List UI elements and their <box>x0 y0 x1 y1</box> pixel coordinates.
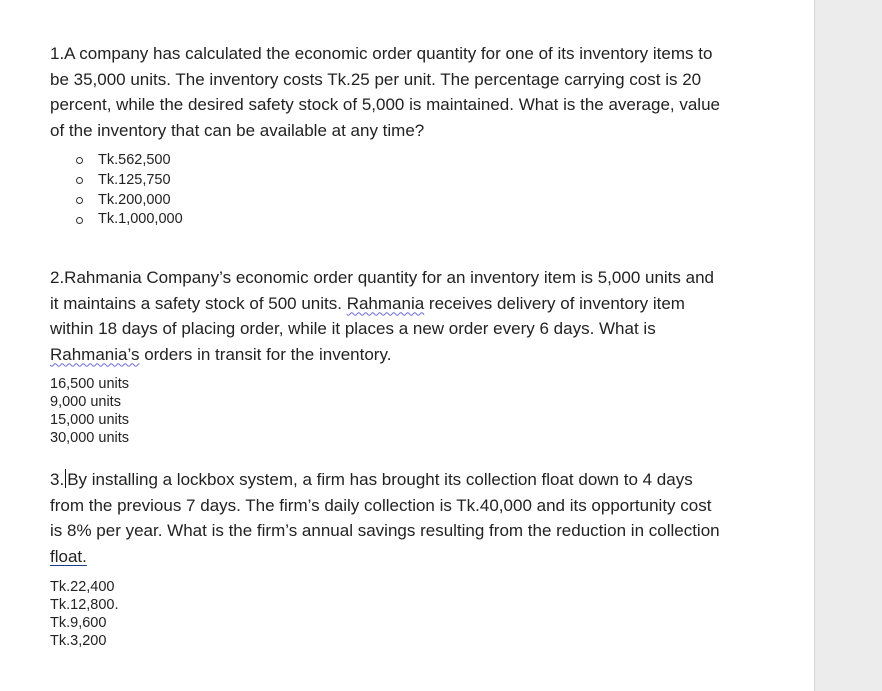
question-2-text: 2.Rahmania Company’s economic order quantity for an inventory item is 5,000 units and it maintains a safety stock of 500 units. Rahmania receives delivery of inventory item within 18 days of placing order, while it places a new order every 6 days. What is Rahmania’s orders in transit for the inventory. <box>50 268 714 364</box>
list-item: 15,000 units <box>50 412 130 428</box>
list-item: Tk.1,000,000 <box>76 210 183 230</box>
page-gutter <box>814 0 882 691</box>
list-item: 30,000 units <box>50 430 130 446</box>
list-item: Tk.22,400 <box>50 579 115 595</box>
list-item: Tk.200,000 <box>76 191 183 211</box>
question-3-options <box>50 578 119 650</box>
hollow-bullet-icon <box>76 197 83 204</box>
question-1-options <box>76 151 183 230</box>
question-3-text: 3. By installing a lockbox system, a firm has brought its collection float down to 4 days from the previous 7 days. The firm’s daily collection is Tk.40,000 and its opportunity cost is 8% per year. What is the firm’s annual savings resulting from the reduction in collection float. <box>50 470 720 566</box>
spellcheck-word[interactable]: Rahmania’s <box>50 344 140 364</box>
list-item: 16,500 units <box>50 376 130 392</box>
list-item: Tk.125,750 <box>76 171 183 191</box>
question-2-options <box>50 375 129 447</box>
hollow-bullet-icon <box>76 177 83 184</box>
underlined-word[interactable]: float. <box>50 546 87 566</box>
list-item: Tk.3,200 <box>50 633 107 649</box>
hollow-bullet-icon <box>76 217 83 224</box>
list-item: Tk.12,800. <box>50 597 119 613</box>
hollow-bullet-icon <box>76 157 83 164</box>
list-item: 9,000 units <box>50 394 121 410</box>
question-1-text: 1.A company has calculated the economic order quantity for one of its inventory items to be 35,000 units. The inventory costs Tk.25 per unit. The percentage carrying cost is 20 percent, while the desired safety stock of 5,000 is maintained. What is the average, value of the inventory that can be available at any time? <box>50 44 720 140</box>
list-item: Tk.562,500 <box>76 151 183 171</box>
spellcheck-word[interactable]: Rahmania <box>346 293 425 313</box>
list-item: Tk.9,600 <box>50 615 107 631</box>
